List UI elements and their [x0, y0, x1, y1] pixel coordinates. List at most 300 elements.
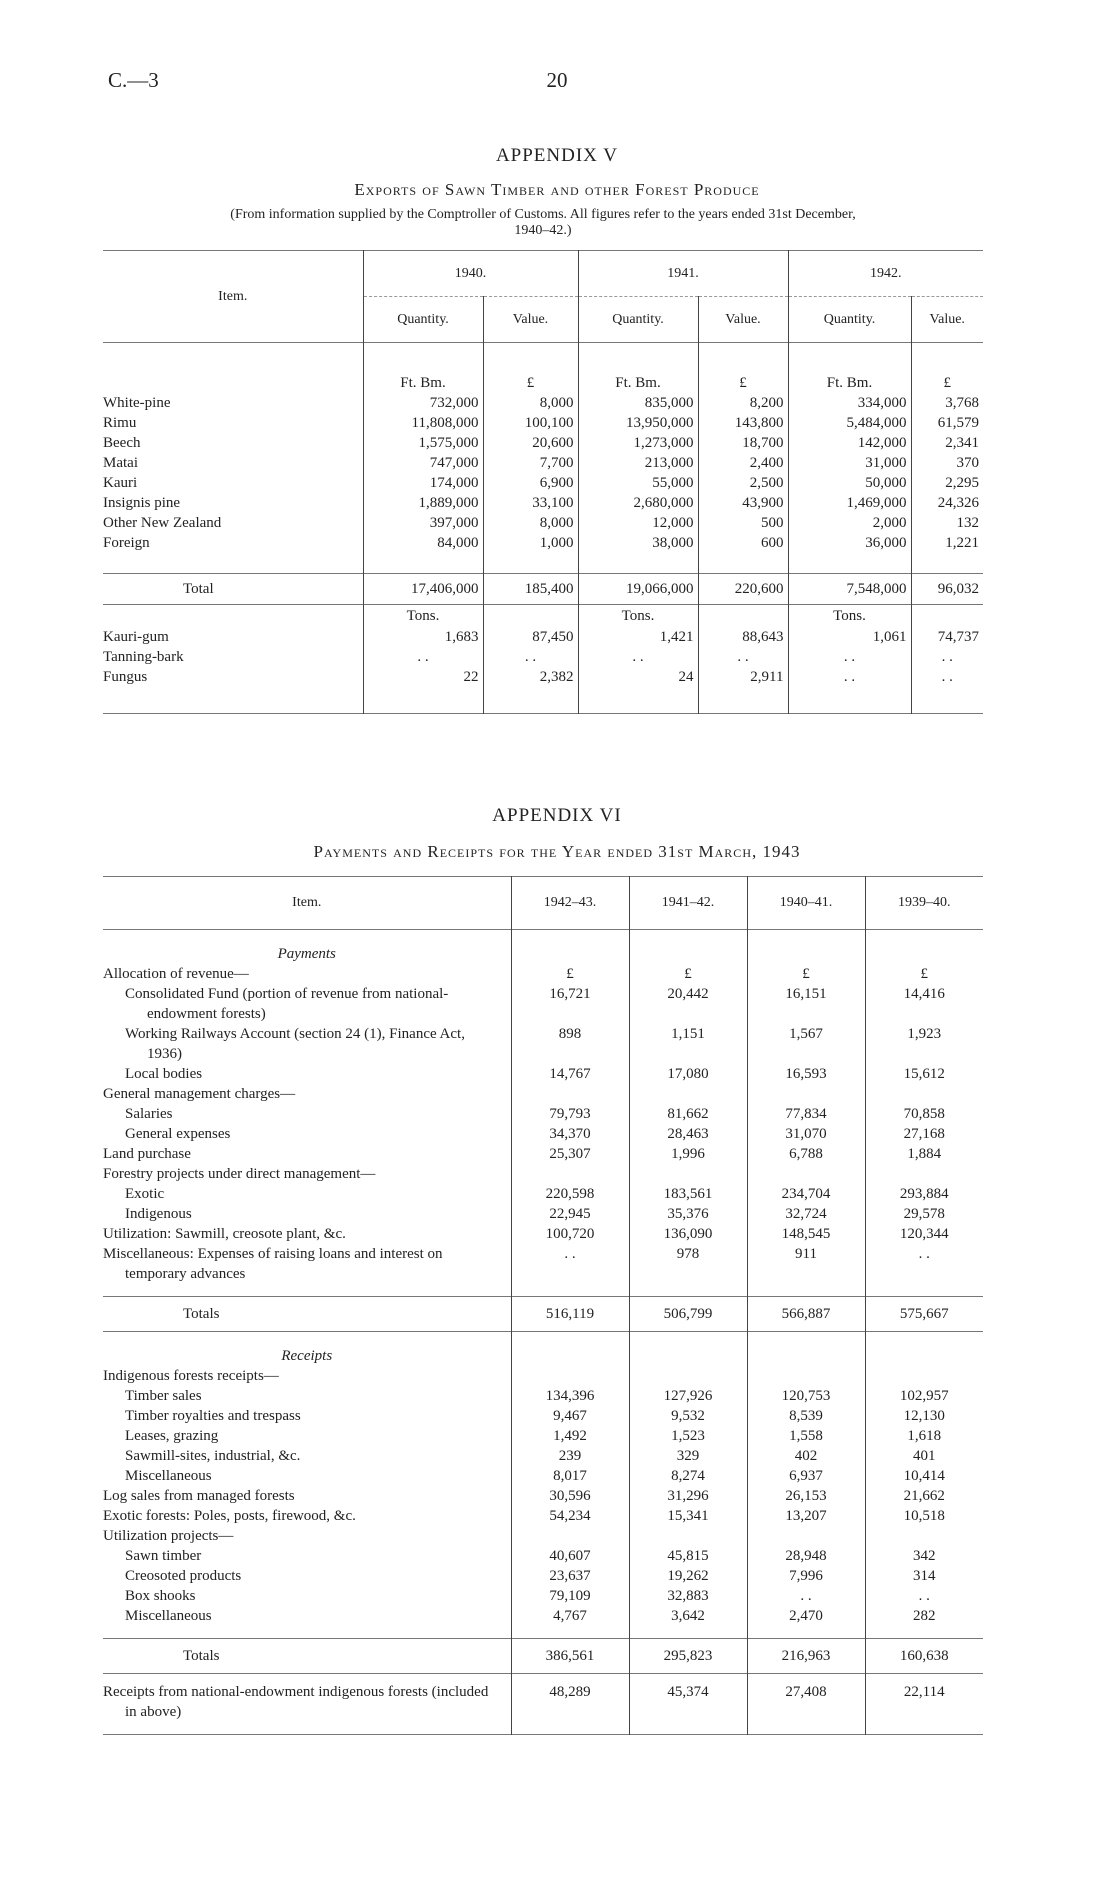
cell-v1940: 20,600 [483, 433, 578, 453]
cell-year-1: 15,341 [629, 1506, 747, 1526]
cell-year-0: 898 [511, 1024, 629, 1064]
cell-year-0 [511, 1526, 629, 1546]
row-label: Other New Zealand [103, 515, 222, 531]
cell-v1942: 96,032 [911, 574, 983, 605]
cell-year-1: 45,815 [629, 1546, 747, 1566]
cell-year-2: 2,470 [747, 1606, 865, 1626]
row-label: Receipts from national-endowment indigenous forests (included in above) [103, 1684, 489, 1720]
cell-year-3: 120,344 [865, 1224, 983, 1244]
row-label: Log sales from managed forests [103, 1488, 295, 1504]
cell-v1940: 87,450 [483, 627, 578, 647]
cell-year-3 [865, 1526, 983, 1546]
cell-year-1 [629, 1084, 747, 1104]
cell-year-2: 120,753 [747, 1386, 865, 1406]
cell-year-0: 79,793 [511, 1104, 629, 1124]
cell-year-1: 45,374 [629, 1682, 747, 1722]
cell-year-1: 32,883 [629, 1586, 747, 1606]
cell-q1941: . . [578, 647, 698, 667]
cell-q1941: 19,066,000 [578, 574, 698, 605]
row-label: Miscellaneous: Expenses of raising loans and interest on temporary advances [103, 1246, 443, 1282]
cell-year-0: £ [511, 964, 629, 984]
cell-v1941: 8,200 [698, 393, 788, 413]
cell-v1941: 43,900 [698, 493, 788, 513]
cell-year-3: 10,518 [865, 1506, 983, 1526]
cell-q1942: 142,000 [788, 433, 911, 453]
table-row [103, 1386, 983, 1406]
exports-table [103, 250, 983, 714]
row-label: Beech [103, 435, 141, 451]
table-row [103, 1406, 983, 1426]
cell-year-2: 26,153 [747, 1486, 865, 1506]
cell-v1941: 2,911 [698, 667, 788, 687]
cell-year-1: 3,642 [629, 1606, 747, 1626]
cell-v1940: 185,400 [483, 574, 578, 605]
cell-year-2: 16,593 [747, 1064, 865, 1084]
cell-year-1 [629, 1526, 747, 1546]
cell-q1942: 5,484,000 [788, 413, 911, 433]
row-label: Kauri-gum [103, 629, 169, 645]
cell-year-3: 160,638 [865, 1639, 983, 1674]
cell-year-1: 183,561 [629, 1184, 747, 1204]
cell-year-0: 516,119 [511, 1297, 629, 1332]
cell-q1941: 13,950,000 [578, 413, 698, 433]
cell-year-2 [747, 1366, 865, 1386]
cell-year-2: 28,948 [747, 1546, 865, 1566]
cell-q1942: 50,000 [788, 473, 911, 493]
cell-v1941: 88,643 [698, 627, 788, 647]
cell-year-2: 148,545 [747, 1224, 865, 1244]
cell-v1940: 6,900 [483, 473, 578, 493]
cell-year-3: 342 [865, 1546, 983, 1566]
cell-v1940: 100,100 [483, 413, 578, 433]
cell-year-3: 314 [865, 1566, 983, 1586]
cell-q1941: 38,000 [578, 533, 698, 553]
table-row [103, 1084, 983, 1104]
cell-year-3: 15,612 [865, 1064, 983, 1084]
cell-q1941: 1,273,000 [578, 433, 698, 453]
cell-q1940: 397,000 [363, 513, 483, 533]
unit-label: Tons. [363, 605, 483, 628]
cell-year-0: 1,492 [511, 1426, 629, 1446]
cell-year-0: 22,945 [511, 1204, 629, 1224]
page-number: 20 [546, 68, 568, 92]
row-label: Utilization projects— [103, 1528, 234, 1544]
cell-year-0: 134,396 [511, 1386, 629, 1406]
unit-label: Ft. Bm. [363, 373, 483, 393]
row-label: Totals [183, 1648, 220, 1664]
row-label: Exotic forests: Poles, posts, firewood, &c. [103, 1508, 356, 1524]
page-ref: C.—3 [108, 68, 159, 92]
row-label: Consolidated Fund (portion of revenue from national-endowment forests) [125, 986, 449, 1022]
cell-year-0: 14,767 [511, 1064, 629, 1084]
cell-year-3: 10,414 [865, 1466, 983, 1486]
cell-v1940: 33,100 [483, 493, 578, 513]
col-value: Value. [483, 297, 578, 343]
cell-year-0: 8,017 [511, 1466, 629, 1486]
year-col: 1942–43. [511, 877, 629, 930]
cell-q1942: . . [788, 647, 911, 667]
cell-v1940: 1,000 [483, 533, 578, 553]
cell-year-0 [511, 1164, 629, 1184]
cell-year-2: 402 [747, 1446, 865, 1466]
table-row [103, 647, 983, 667]
cell-year-2: 13,207 [747, 1506, 865, 1526]
cell-year-2: 911 [747, 1244, 865, 1284]
cell-year-2 [747, 1164, 865, 1184]
total-row [103, 574, 983, 605]
cell-year-3: 293,884 [865, 1184, 983, 1204]
row-label: Timber royalties and trespass [125, 1408, 301, 1424]
cell-q1941: 213,000 [578, 453, 698, 473]
cell-year-3 [865, 1084, 983, 1104]
table-row [103, 984, 983, 1024]
endowment-row [103, 1682, 983, 1722]
row-label: Sawmill-sites, industrial, &c. [125, 1448, 301, 1464]
table-row [103, 627, 983, 647]
cell-year-3: 27,168 [865, 1124, 983, 1144]
cell-year-1: 20,442 [629, 984, 747, 1024]
cell-q1941: 1,421 [578, 627, 698, 647]
cell-year-3: 29,578 [865, 1204, 983, 1224]
cell-year-3: 1,884 [865, 1144, 983, 1164]
table-row [103, 1426, 983, 1446]
row-label: Exotic [125, 1186, 165, 1202]
cell-v1942: 370 [911, 453, 983, 473]
cell-v1942: 24,326 [911, 493, 983, 513]
cell-q1941: 835,000 [578, 393, 698, 413]
cell-year-3: 102,957 [865, 1386, 983, 1406]
cell-year-3: 22,114 [865, 1682, 983, 1722]
table-row [103, 413, 983, 433]
table-row [103, 1144, 983, 1164]
row-label: Matai [103, 455, 138, 471]
cell-v1942: . . [911, 647, 983, 667]
cell-v1942: 74,737 [911, 627, 983, 647]
cell-year-0: 30,596 [511, 1486, 629, 1506]
row-label: Miscellaneous [125, 1468, 212, 1484]
row-label: Working Railways Account (section 24 (1), Finance Act, 1936) [125, 1026, 465, 1062]
year-1942: 1942. [788, 251, 983, 297]
cell-year-2: 31,070 [747, 1124, 865, 1144]
cell-year-0: . . [511, 1244, 629, 1284]
cell-year-1: 1,151 [629, 1024, 747, 1064]
row-label: Indigenous [125, 1206, 192, 1222]
cell-v1942: . . [911, 667, 983, 687]
appendix-vi-subtitle: Payments and Receipts for the Year ended 31st March, 1943 [313, 842, 801, 861]
cell-year-1: 17,080 [629, 1064, 747, 1084]
cell-year-2: 6,937 [747, 1466, 865, 1486]
cell-q1940: . . [363, 647, 483, 667]
row-label: Allocation of revenue— [103, 966, 249, 982]
cell-year-3: 14,416 [865, 984, 983, 1024]
cell-v1940: 8,000 [483, 393, 578, 413]
cell-year-2: 27,408 [747, 1682, 865, 1722]
cell-year-0: 40,607 [511, 1546, 629, 1566]
payments-heading: Payments [277, 946, 336, 962]
table-row [103, 1244, 983, 1284]
row-label: Box shooks [125, 1588, 196, 1604]
cell-v1942: 3,768 [911, 393, 983, 413]
cell-year-2: 32,724 [747, 1204, 865, 1224]
row-label: Creosoted products [125, 1568, 242, 1584]
cell-year-0: 25,307 [511, 1144, 629, 1164]
cell-year-0: 34,370 [511, 1124, 629, 1144]
row-label: Miscellaneous [125, 1608, 212, 1624]
table-row [103, 1184, 983, 1204]
table-row [103, 1446, 983, 1466]
cell-v1942: 61,579 [911, 413, 983, 433]
table-row [103, 493, 983, 513]
unit-label: £ [698, 373, 788, 393]
cell-year-2: 234,704 [747, 1184, 865, 1204]
row-label: Total [183, 581, 214, 597]
year-1940: 1940. [363, 251, 578, 297]
table-row [103, 513, 983, 533]
cell-q1942: 7,548,000 [788, 574, 911, 605]
cell-year-2: £ [747, 964, 865, 984]
table-row [103, 667, 983, 687]
cell-year-3: 282 [865, 1606, 983, 1626]
cell-year-2: 216,963 [747, 1639, 865, 1674]
cell-year-3: 12,130 [865, 1406, 983, 1426]
cell-year-0: 54,234 [511, 1506, 629, 1526]
cell-year-2: 6,788 [747, 1144, 865, 1164]
cell-v1940: . . [483, 647, 578, 667]
cell-year-3 [865, 1164, 983, 1184]
cell-year-1 [629, 1164, 747, 1184]
cell-year-0: 48,289 [511, 1682, 629, 1722]
cell-year-3 [865, 1366, 983, 1386]
cell-v1942: 2,341 [911, 433, 983, 453]
appendix-v-title: APPENDIX V [495, 145, 619, 166]
cell-year-3: . . [865, 1244, 983, 1284]
totals-row [103, 1297, 983, 1332]
cell-v1941: 18,700 [698, 433, 788, 453]
cell-q1942: 2,000 [788, 513, 911, 533]
table-row [103, 1224, 983, 1244]
cell-q1942: 31,000 [788, 453, 911, 473]
appendix-v-note [103, 207, 983, 239]
cell-year-0: 79,109 [511, 1586, 629, 1606]
cell-q1942: 1,061 [788, 627, 911, 647]
row-label: Salaries [125, 1106, 173, 1122]
cell-v1941: . . [698, 647, 788, 667]
cell-v1941: 2,400 [698, 453, 788, 473]
cell-q1940: 732,000 [363, 393, 483, 413]
cell-q1942: . . [788, 667, 911, 687]
row-label: Kauri [103, 475, 138, 491]
cell-year-0 [511, 1084, 629, 1104]
cell-q1940: 11,808,000 [363, 413, 483, 433]
table-row [103, 1486, 983, 1506]
unit-label: Ft. Bm. [788, 373, 911, 393]
cell-year-1: 127,926 [629, 1386, 747, 1406]
cell-year-1: £ [629, 964, 747, 984]
cell-year-2: 566,887 [747, 1297, 865, 1332]
cell-year-1: 506,799 [629, 1297, 747, 1332]
row-label: Forestry projects under direct management— [103, 1166, 376, 1182]
cell-year-0: 386,561 [511, 1639, 629, 1674]
cell-year-0: 16,721 [511, 984, 629, 1024]
cell-q1940: 1,889,000 [363, 493, 483, 513]
cell-year-1: 295,823 [629, 1639, 747, 1674]
table-row [103, 1566, 983, 1586]
col-quantity: Quantity. [363, 297, 483, 343]
cell-q1941: 2,680,000 [578, 493, 698, 513]
cell-year-1: 1,996 [629, 1144, 747, 1164]
cell-v1942: 132 [911, 513, 983, 533]
cell-q1940: 22 [363, 667, 483, 687]
cell-year-1: 81,662 [629, 1104, 747, 1124]
col-item: Item. [218, 288, 248, 304]
row-label: Leases, grazing [125, 1428, 219, 1444]
col-value: Value. [698, 297, 788, 343]
cell-year-1: 9,532 [629, 1406, 747, 1426]
table-row [103, 1526, 983, 1546]
cell-q1941: 55,000 [578, 473, 698, 493]
row-label: White-pine [103, 395, 171, 411]
unit-label: £ [483, 373, 578, 393]
table-row [103, 433, 983, 453]
cell-year-1 [629, 1366, 747, 1386]
cell-year-3: 401 [865, 1446, 983, 1466]
cell-year-2: . . [747, 1586, 865, 1606]
row-label: Tanning-bark [103, 649, 184, 665]
cell-year-3: 21,662 [865, 1486, 983, 1506]
cell-year-2: 7,996 [747, 1566, 865, 1586]
cell-q1940: 84,000 [363, 533, 483, 553]
cell-q1942: 1,469,000 [788, 493, 911, 513]
table-row [103, 393, 983, 413]
table-row [103, 1466, 983, 1486]
cell-v1942: 1,221 [911, 533, 983, 553]
cell-v1940: 2,382 [483, 667, 578, 687]
cell-year-2 [747, 1526, 865, 1546]
table-row [103, 1586, 983, 1606]
row-label: Totals [183, 1306, 220, 1322]
table-row [103, 1024, 983, 1064]
unit-label: £ [911, 373, 983, 393]
row-label: Indigenous forests receipts— [103, 1368, 279, 1384]
table-row [103, 1164, 983, 1184]
cell-year-1: 8,274 [629, 1466, 747, 1486]
row-label: Land purchase [103, 1146, 191, 1162]
row-label: Foreign [103, 535, 150, 551]
cell-year-3: . . [865, 1586, 983, 1606]
cell-q1942: 36,000 [788, 533, 911, 553]
cell-q1940: 1,683 [363, 627, 483, 647]
cell-q1940: 174,000 [363, 473, 483, 493]
note-line-1: (From information supplied by the Comptroller of Customs. All figures refer to the years ended 31st December, [230, 207, 856, 222]
cell-q1941: 24 [578, 667, 698, 687]
cell-year-3: 1,923 [865, 1024, 983, 1064]
cell-year-1: 28,463 [629, 1124, 747, 1144]
cell-year-0: 23,637 [511, 1566, 629, 1586]
cell-v1940: 7,700 [483, 453, 578, 473]
cell-year-3: 1,618 [865, 1426, 983, 1446]
cell-year-3: 70,858 [865, 1104, 983, 1124]
table-row [103, 1606, 983, 1626]
cell-v1942: 2,295 [911, 473, 983, 493]
cell-year-1: 1,523 [629, 1426, 747, 1446]
row-label: Rimu [103, 415, 137, 431]
receipts-heading: Receipts [281, 1348, 333, 1364]
cell-q1941: 12,000 [578, 513, 698, 533]
row-label: Timber sales [125, 1388, 202, 1404]
cell-year-0: 239 [511, 1446, 629, 1466]
year-col: 1941–42. [629, 877, 747, 930]
row-label: General management charges— [103, 1086, 296, 1102]
unit-label: Tons. [578, 605, 698, 628]
table-row [103, 1204, 983, 1224]
cell-v1941: 500 [698, 513, 788, 533]
cell-year-0 [511, 1366, 629, 1386]
col-quantity: Quantity. [788, 297, 911, 343]
unit-label: Tons. [788, 605, 911, 628]
totals-row [103, 1639, 983, 1674]
cell-q1940: 17,406,000 [363, 574, 483, 605]
table-row [103, 1064, 983, 1084]
cell-year-1: 978 [629, 1244, 747, 1284]
col-item: Item. [292, 895, 322, 910]
cell-v1940: 8,000 [483, 513, 578, 533]
table-row [103, 964, 983, 984]
cell-year-1: 31,296 [629, 1486, 747, 1506]
cell-v1941: 600 [698, 533, 788, 553]
cell-year-0: 220,598 [511, 1184, 629, 1204]
year-col: 1940–41. [747, 877, 865, 930]
row-label: Fungus [103, 669, 148, 685]
table-row [103, 1366, 983, 1386]
cell-v1941: 2,500 [698, 473, 788, 493]
cell-year-3: 575,667 [865, 1297, 983, 1332]
note-line-2: 1940–42.) [514, 223, 572, 238]
row-label: General expenses [125, 1126, 231, 1142]
table-row [103, 1506, 983, 1526]
table-row [103, 453, 983, 473]
row-label: Sawn timber [125, 1548, 202, 1564]
row-label: Utilization: Sawmill, creosote plant, &c. [103, 1226, 346, 1242]
cell-year-1: 136,090 [629, 1224, 747, 1244]
cell-q1942: 334,000 [788, 393, 911, 413]
cell-year-2: 16,151 [747, 984, 865, 1024]
payments-receipts-table [103, 876, 983, 1735]
cell-v1941: 143,800 [698, 413, 788, 433]
cell-year-1: 19,262 [629, 1566, 747, 1586]
cell-year-2: 1,567 [747, 1024, 865, 1064]
table-row [103, 1124, 983, 1144]
appendix-v-subtitle: Exports of Sawn Timber and other Forest Produce [354, 180, 760, 199]
table-row [103, 533, 983, 553]
table-row [103, 1546, 983, 1566]
cell-year-2: 77,834 [747, 1104, 865, 1124]
row-label: Insignis pine [103, 495, 181, 511]
cell-year-1: 35,376 [629, 1204, 747, 1224]
cell-year-2: 1,558 [747, 1426, 865, 1446]
cell-year-0: 9,467 [511, 1406, 629, 1426]
col-quantity: Quantity. [578, 297, 698, 343]
cell-year-2: 8,539 [747, 1406, 865, 1426]
cell-year-1: 329 [629, 1446, 747, 1466]
appendix-vi-title: APPENDIX VI [492, 805, 622, 826]
cell-q1940: 1,575,000 [363, 433, 483, 453]
cell-year-0: 4,767 [511, 1606, 629, 1626]
cell-year-3: £ [865, 964, 983, 984]
year-1941: 1941. [578, 251, 788, 297]
cell-year-2 [747, 1084, 865, 1104]
row-label: Local bodies [125, 1066, 203, 1082]
unit-label: Ft. Bm. [578, 373, 698, 393]
